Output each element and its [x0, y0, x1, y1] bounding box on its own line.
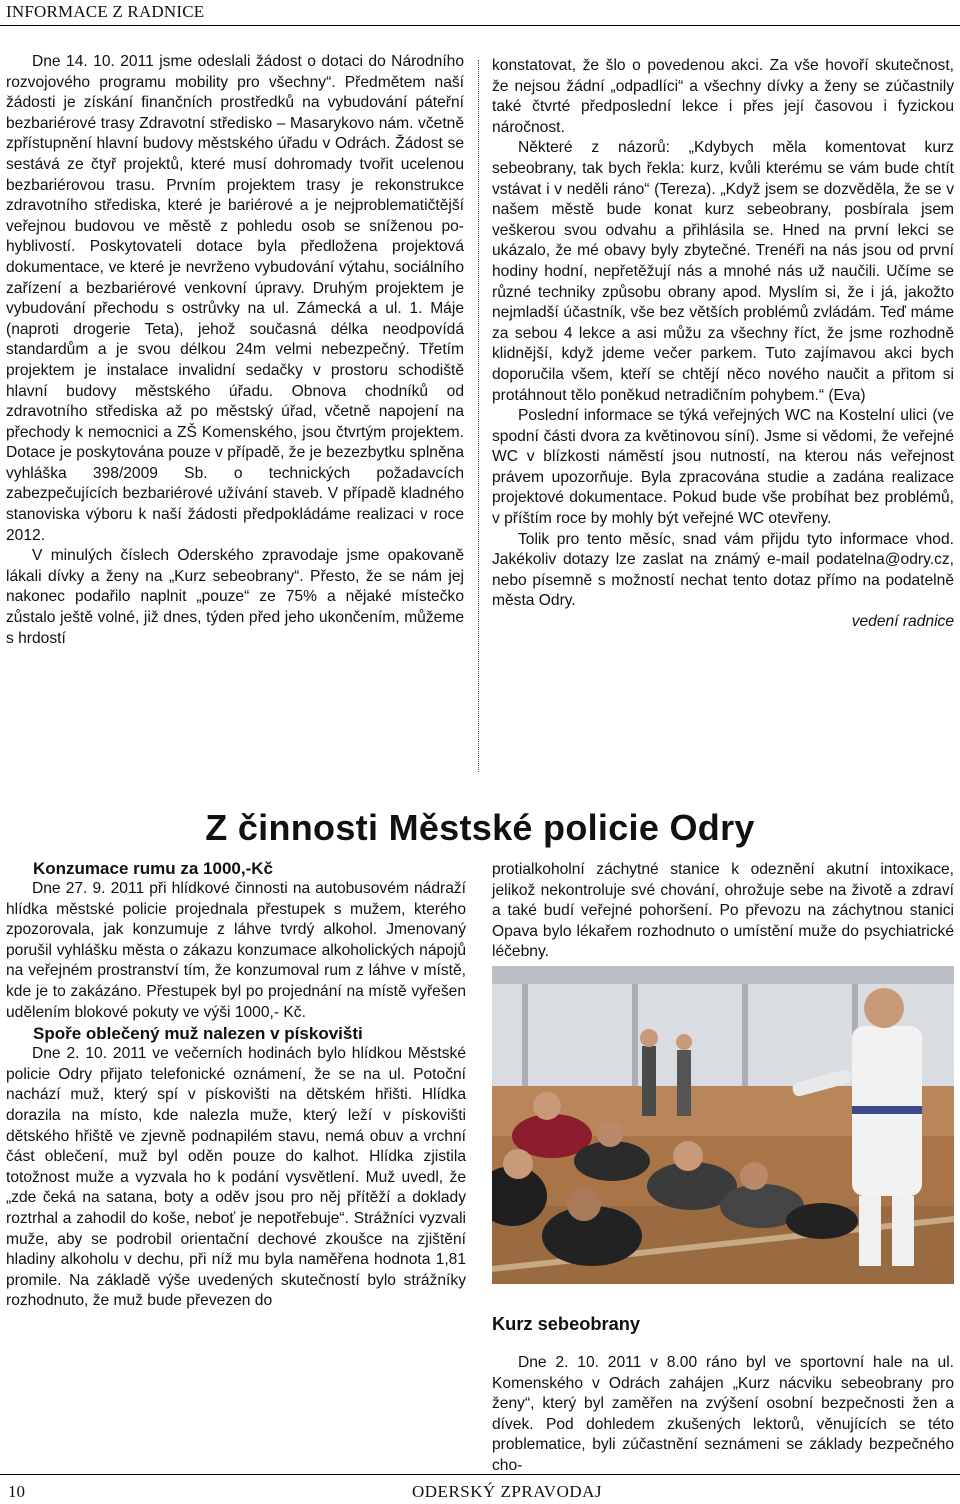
section-title: Z činnosti Městské policie Odry: [205, 807, 755, 848]
top-right-column: [492, 56, 954, 633]
article-heading: Kurz sebeobrany: [492, 1313, 641, 1335]
page-number: 10: [8, 1482, 25, 1501]
paragraph: Tolik pro tento měsíc, snad vám přijdu tyto informace vhod. Jakékoliv dotazy lze zaslat na známý e-mail podatelna@odry.cz, nebo písemně s možností nechat tento dotaz přímo na podatelně města Odry.: [492, 530, 954, 610]
top-left-column: [6, 52, 464, 649]
paragraph: konstatovat, že šlo o povedenou akci. Za vše hovoří skutečnost, že nejsou žádní „odpadlíci“ a všechny dívky a ženy se zúčastnily také čtvrté předposlední lekce i přes její časovou i fyzickou náročnost.: [492, 57, 954, 136]
paragraph: V minulých číslech Oderského zpravodaje jsme opakovaně lákali dívky a ženy na „Kurz sebeobrany“. Přesto, že se nám jej nakonec podařilo naplnit „pouze“ ze 75% a nějaké místečko zůstalo ještě volné, již dnes, týden před jeho ukončením, můžeme s hrdostí: [6, 547, 464, 647]
header-rule: [0, 25, 960, 26]
photo-illustration: [492, 966, 954, 1284]
signature: vedení radnice: [851, 613, 954, 631]
page-header: [0, 0, 960, 28]
paragraph: Dne 14. 10. 2011 jsme odeslali žádost o dotaci do Národního rozvojového programu mobility pro všechny“. Předmětem naší žádosti je získání finančních prostředků na vybudování páteřní bezbariérové trasy Zdravotní středisko – Masarykovo nám. včetně zpřístupnění hlavní budovy městského úřadu v Odrách. Žádost se sestává ze čtyř projektů, které musí dohromady tvořit ucelenou bezbariérovou trasu. Prvním projektem trasy je rekonstrukce zdravotního střediska, které je bariérové a je nejproblematičtější veřejnou budovou ve městě z pohledu osob se sníženou pohyblivostí. Poskytovateli dotace byla předložena projektová dokumentace, ve které je nevrženo vybudování výtahu, sociálního zařízení a bezbariérové venkovní úpravy. Druhým projektem je vybudování přechodu s ostrůvky na ul. Zámecká a ul. 1. Máje (naproti drogerie Teta), jehož současná délka neodpovídá standardům a je svou délkou 24m velmi nebezpečný. Třetím projektem je instalace invalidní sedačky v prostoru schodiště hlavní budovy městského úřadu. Obnova chodníků od zdravotního střediska až po městský úřad, včetně napojení na přechody k nemocnici a ZŠ Komenského, jsou čtvrtým projektem. Dotace je poskytována pouze v případě, že je bezezbytku splněna vyhláška 398/2009 Sb. o technických požadavcích zabezpečujících bezbariérové užívání staveb. V případě kladného stanoviska výboru k naší žádosti předpokládáme realizaci v roce 2012.: [6, 53, 464, 544]
footer-rule: [0, 1474, 960, 1475]
article-text: Dne 2. 10. 2011 ve večerních hodinách bylo hlídkou Městské policie Odry přijato telefonické oznámení, že se na ul. Potoční nachází muž, který spí v pískovišti na dětském hřišti. Hlídka dorazila na místo, kde nalezla muže, který leží v pískovišti dětského hřiště ve zjevně podnapilém stavu, nemá obuv a vrchní část oblečení, muž byl oděn pouze do kalhot. Hlídka zjistila totožnost muže a vyzvala ho k podání vysvětlení. Muž uvedl, že „zde čeká na satana, boty a oděv jsou pro něj přítěží a doklady roztrhal a zahodil do koše, neboť je nepotřebuje“. Strážníci vyzvali muže, aby se podrobil orientační dechové zkoušce na zjištění hladiny alkoholu v dechu, při níž mu byla naměřena hodnota 1,81 promile. Na základě výše uvedených skutečností bylo strážníky rozhodnuto, že muž bude převezen do: [6, 1045, 466, 1310]
paragraph: Poslední informace se týká veřejných WC na Kostelní ulici (ve spodní části dvora za květinovou síní). Jsme si vědomi, že veřejné WC v blízkosti náměstí jsou nutností, na kterou nás veřejnost právem upozorňuje. Byla zpracována studie a zadána realizace projektové dokumentace. Pokud bude vše probíhat bez problémů, v příštím roce by mohly být veřejné WC otevřeny.: [492, 407, 954, 528]
article-text: protialkoholní záchytné stanice k odeznění akutní intoxikace, jelikož nekontroluje své chování, ohrožuje sebe na životě a zdraví a také budí veřejné pohoršení. Po převozu na záchytnou stanici Opava bylo lékařem rozhodnuto o umístění muže do psychiatrické léčebny.: [492, 861, 954, 961]
article-kurz: [492, 1296, 954, 1477]
bottom-right-column: [492, 860, 954, 963]
article-text: Dne 27. 9. 2011 při hlídkové činnosti na autobusovém nádraží hlídka městské policie projednala přestupek s mužem, kterého zpozorovala, jak konzumuje z láhve tvrdý alkohol. Jmenovaný porušil vyhlášku města o zákazu konzumace alkoholických nápojů na veřejném prostranství tím, že konzumoval rum z láhve v místě, kde je to zakázáno. Přestupek byl po projednání na místě vyřešen udělením blokové pokuty ve výši 1000,- Kč.: [6, 880, 466, 1021]
article-text: Dne 2. 10. 2011 v 8.00 ráno byl ve sportovní hale na ul. Komenského v Odrách zahájen „Kurz nácviku sebeobrany pro ženy“, který byl zaměřen na zvýšení osobní bezpečnosti žen a dívek. Pod dohledem zkušených lektorů, věnujících se této problematice, byli zúčastnění seznámeni se základy bezpečného cho-: [492, 1354, 954, 1475]
column-divider: [478, 60, 479, 772]
bottom-left-column: [6, 858, 466, 1312]
self-defense-photo: [492, 966, 954, 1284]
publication-name: ODERSKÝ ZPRAVODAJ: [412, 1482, 603, 1501]
article-heading: Spoře oblečený muž nalezen v pískovišti: [33, 1024, 363, 1044]
paragraph: Některé z názorů: „Kdybych měla komentovat kurz sebeobrany, tak bych řekla: kurz, kvůli kterému se vám bude chtít vstávat i v neděli ráno“ (Tereza). „Když jsem se dozvěděla, že se v našem městě bude konat kurz sebeobrany, posbírala jsem veškerou svou odvahu a přihlásila se. Hned na první lekci se ukázalo, že mé obavy byly zbytečné. Trenéři na nás jsou od první hodiny hodní, nepřetěžují nás a mnohé nás už naučili. Učíme se různé techniky způsobu obrany apod. Myslím si, že i já, jakožto nejmladší účastník, vše bez větších problémů zvládám. Teď máme za sebou 4 lekce a asi můžu za všechny říct, že jsme rozhodně klidnější, když jdeme večer parkem. Tuto zajímavou akci bych doporučila všem, kteří se chtějí něco nového naučit a přitom si protáhnout tělo poněkud netradičním pohybem.“ (Eva): [492, 139, 954, 404]
article-heading: Konzumace rumu za 1000,-Kč: [33, 859, 273, 878]
section-label: INFORMACE Z RADNICE: [6, 2, 205, 21]
page-footer: [0, 1472, 960, 1504]
